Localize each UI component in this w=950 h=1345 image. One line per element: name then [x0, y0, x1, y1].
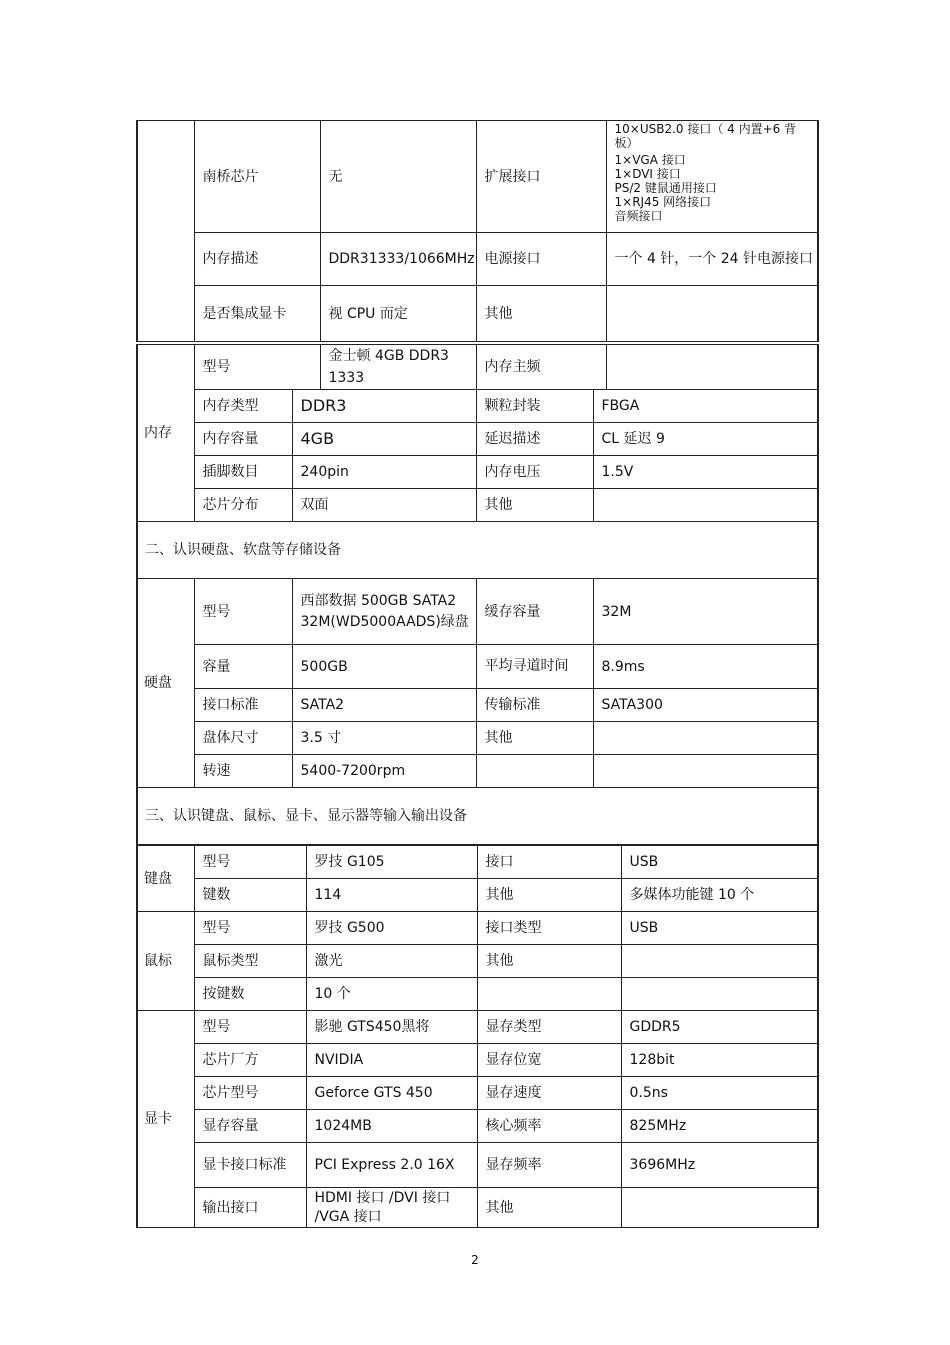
hdd-transfer-label: 传输标准 [476, 689, 593, 722]
kb-model-value: 罗技 G105 [306, 846, 477, 879]
gpu-memfreq-value: 3696MHz [621, 1143, 818, 1188]
gpu-other-value [621, 1188, 818, 1228]
page-number: 2 [471, 1253, 479, 1267]
hdd-seek-label: 平均寻道时间 [476, 645, 593, 689]
mem-freq-label: 内存主频 [476, 345, 606, 390]
hdd-other-label: 其他 [476, 722, 593, 755]
mouse-interface-value: USB [621, 912, 818, 945]
mem-chipdist-label: 芯片分布 [194, 489, 292, 522]
board-other-value [606, 286, 818, 342]
hdd-model-value: 西部数据 500GB SATA2 32M(WD5000AADS)绿盘 [292, 579, 476, 645]
memory-hdd-table [136, 344, 819, 845]
expansion-value: 10×USB2.0 接口（ 4 内置+6 背 板） 1×VGA 接口 1×DVI 接口 PS/2 键鼠通用接口 1×RJ45 网络接口 音频接口 [606, 121, 818, 233]
mem-freq-value [606, 345, 818, 390]
mouse-buttons-label: 按键数 [194, 978, 306, 1011]
hdd-transfer-value: SATA300 [593, 689, 818, 722]
mouse-type-value: 激光 [306, 945, 477, 978]
gpu-buswidth-value: 128bit [621, 1044, 818, 1077]
hdd-capacity-label: 容量 [194, 645, 292, 689]
kb-model-label: 型号 [194, 846, 306, 879]
mem-model-label: 型号 [194, 345, 320, 390]
hdd-size-label: 盘体尺寸 [194, 722, 292, 755]
power-value: 一个 4 针，一个 24 针电源接口 [606, 233, 818, 286]
mem-desc-label: 内存描述 [194, 233, 320, 286]
gpu-output-value: HDMI 接口 /DVI 接口 /VGA 接口 [306, 1188, 477, 1228]
section-3-heading: 三、认识键盘、鼠标、显卡、显示器等输入输出设备 [137, 788, 818, 845]
southbridge-label: 南桥芯片 [194, 121, 320, 233]
mem-latency-value: CL 延迟 9 [593, 423, 818, 456]
kb-keys-value: 114 [306, 879, 477, 912]
hdd-rpm-value: 5400-7200rpm [292, 755, 476, 788]
gpu-memtype-value: GDDR5 [621, 1011, 818, 1044]
igpu-label: 是否集成显卡 [194, 286, 320, 342]
kb-interface-value: USB [621, 846, 818, 879]
mem-pins-value: 240pin [292, 456, 476, 489]
mem-other-label: 其他 [476, 489, 593, 522]
gpu-chip-value: Geforce GTS 450 [306, 1077, 477, 1110]
mem-capacity-label: 内存容量 [194, 423, 292, 456]
motherboard-table [136, 120, 819, 342]
hdd-seek-value: 8.9ms [593, 645, 818, 689]
gpu-bus-label: 显卡接口标准 [194, 1143, 306, 1188]
mouse-interface-label: 接口类型 [477, 912, 621, 945]
hdd-empty-value [593, 755, 818, 788]
hdd-interface-label: 接口标准 [194, 689, 292, 722]
mem-voltage-label: 内存电压 [476, 456, 593, 489]
expansion-label: 扩展接口 [476, 121, 606, 233]
gpu-output-label: 输出接口 [194, 1188, 306, 1228]
hdd-interface-value: SATA2 [292, 689, 476, 722]
gpu-model-value: 影驰 GTS450黑将 [306, 1011, 477, 1044]
mem-type-label: 内存类型 [194, 390, 292, 423]
gpu-memspeed-label: 显存速度 [477, 1077, 621, 1110]
mouse-other-value [621, 945, 818, 978]
power-label: 电源接口 [476, 233, 606, 286]
mouse-type-label: 鼠标类型 [194, 945, 306, 978]
gpu-memsize-label: 显存容量 [194, 1110, 306, 1143]
hdd-cache-label: 缓存容量 [476, 579, 593, 645]
mouse-model-value: 罗技 G500 [306, 912, 477, 945]
hdd-size-value: 3.5 寸 [292, 722, 476, 755]
section-2-heading: 二、认识硬盘、软盘等存储设备 [137, 522, 818, 579]
gpu-memfreq-label: 显存频率 [477, 1143, 621, 1188]
southbridge-value: 无 [320, 121, 476, 233]
gpu-memsize-value: 1024MB [306, 1110, 477, 1143]
mem-desc-value: DDR31333/1066MHz [320, 233, 476, 286]
gpu-other-label: 其他 [477, 1188, 621, 1228]
kb-keys-label: 键数 [194, 879, 306, 912]
hdd-rpm-label: 转速 [194, 755, 292, 788]
kb-interface-label: 接口 [477, 846, 621, 879]
hdd-model-label: 型号 [194, 579, 292, 645]
kb-other-value: 多媒体功能键 10 个 [621, 879, 818, 912]
mem-type-value: DDR3 [292, 390, 476, 423]
mouse-other-label: 其他 [477, 945, 621, 978]
gpu-chip-label: 芯片型号 [194, 1077, 306, 1110]
mem-voltage-value: 1.5V [593, 456, 818, 489]
hdd-other-value [593, 722, 818, 755]
mem-pins-label: 插脚数目 [194, 456, 292, 489]
memory-group-label: 内存 [137, 345, 194, 522]
peripherals-table [136, 845, 819, 1228]
gpu-model-label: 型号 [194, 1011, 306, 1044]
gpu-core-label: 核心频率 [477, 1110, 621, 1143]
mouse-empty-label [477, 978, 621, 1011]
mem-latency-label: 延迟描述 [476, 423, 593, 456]
gpu-bus-value: PCI Express 2.0 16X [306, 1143, 477, 1188]
mem-chipdist-value: 双面 [292, 489, 476, 522]
mem-package-label: 颗粒封装 [476, 390, 593, 423]
gpu-group-label: 显卡 [137, 1011, 194, 1228]
gpu-memtype-label: 显存类型 [477, 1011, 621, 1044]
board-other-label: 其他 [476, 286, 606, 342]
mouse-empty-value [621, 978, 818, 1011]
kb-other-label: 其他 [477, 879, 621, 912]
hdd-empty-label [476, 755, 593, 788]
mouse-group-label: 鼠标 [137, 912, 194, 1011]
gpu-vendor-label: 芯片厂方 [194, 1044, 306, 1077]
gpu-core-value: 825MHz [621, 1110, 818, 1143]
hdd-group-label: 硬盘 [137, 579, 194, 788]
gpu-vendor-value: NVIDIA [306, 1044, 477, 1077]
hdd-cache-value: 32M [593, 579, 818, 645]
hdd-capacity-value: 500GB [292, 645, 476, 689]
mouse-buttons-value: 10 个 [306, 978, 477, 1011]
mem-package-value: FBGA [593, 390, 818, 423]
igpu-value: 视 CPU 而定 [320, 286, 476, 342]
mem-capacity-value: 4GB [292, 423, 476, 456]
keyboard-group-label: 键盘 [137, 846, 194, 912]
motherboard-group-cell [137, 121, 194, 342]
mem-model-value: 金士顿 4GB DDR3 1333 [320, 345, 476, 390]
mouse-model-label: 型号 [194, 912, 306, 945]
gpu-buswidth-label: 显存位宽 [477, 1044, 621, 1077]
gpu-memspeed-value: 0.5ns [621, 1077, 818, 1110]
mem-other-value [593, 489, 818, 522]
